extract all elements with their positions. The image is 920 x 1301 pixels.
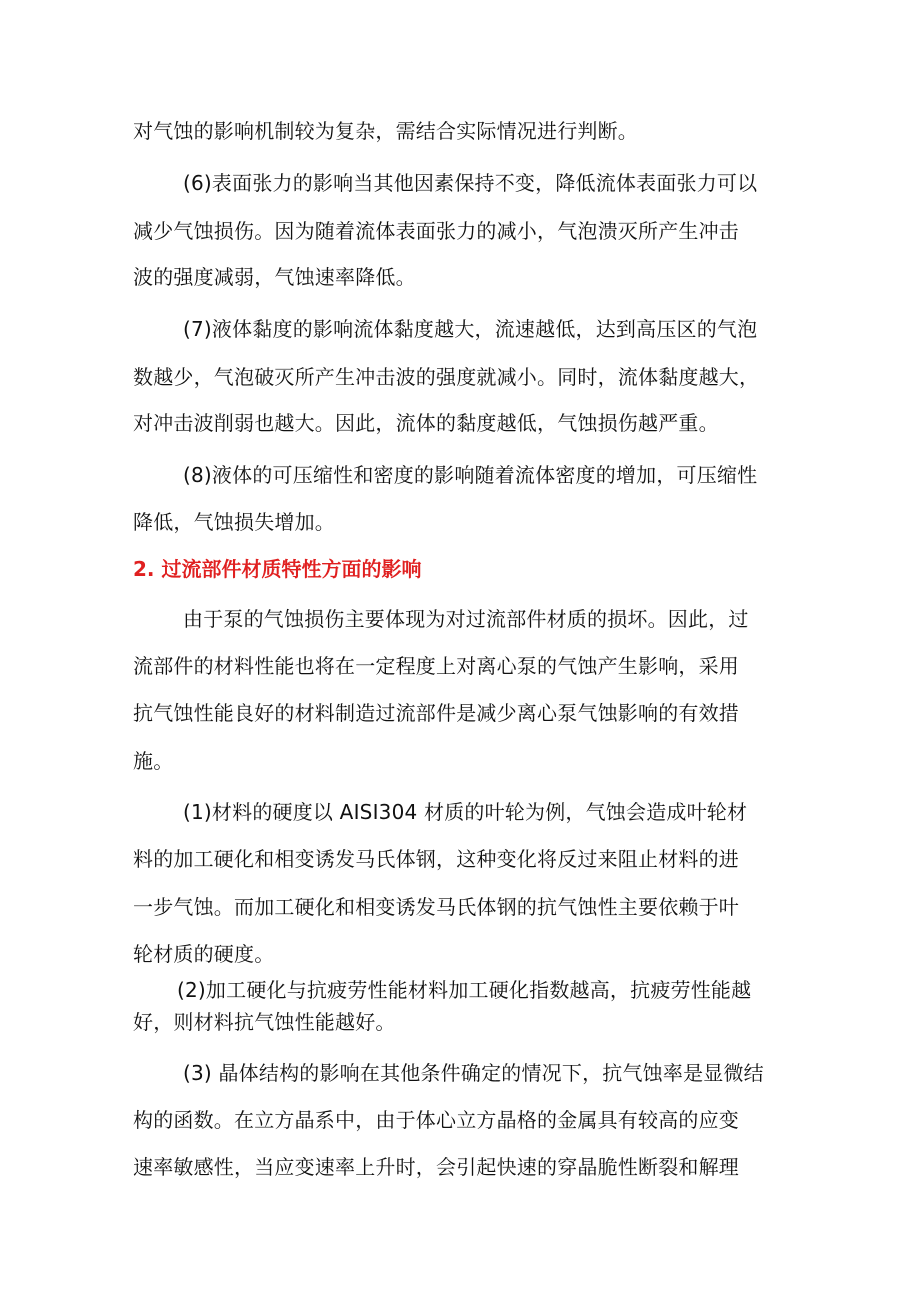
paragraph-line: 对冲击波削弱也越大。因此，流体的黏度越低，气蚀损伤越严重。 (133, 411, 719, 435)
paragraph-line: (8)液体的可压缩性和密度的影响随着流体密度的增加，可压缩性 (183, 463, 758, 487)
paragraph-line: 抗气蚀性能良好的材料制造过流部件是减少离心泵气蚀影响的有效措 (133, 701, 739, 725)
paragraph-line: 一步气蚀。而加工硬化和相变诱发马氏体钢的抗气蚀性主要依赖于叶 (133, 895, 739, 919)
paragraph-line: 料的加工硬化和相变诱发马氏体钢，这种变化将反过来阻止材料的进 (133, 847, 739, 871)
paragraph-line: (7)液体黏度的影响流体黏度越大，流速越低，达到高压区的气泡 (183, 317, 758, 341)
paragraph-line: 流部件的材料性能也将在一定程度上对离心泵的气蚀产生影响，采用 (133, 654, 739, 678)
paragraph-line: 降低，气蚀损失增加。 (133, 510, 335, 534)
paragraph-line: (1)材料的硬度以 AISI304 材质的叶轮为例，气蚀会造成叶轮材 (183, 800, 748, 824)
paragraph-line: 数越少，气泡破灭所产生冲击波的强度就减小。同时，流体黏度越大， (133, 365, 760, 389)
section-heading: 2. 过流部件材质特性方面的影响 (133, 557, 422, 581)
paragraph-line: 速率敏感性，当应变速率上升时，会引起快速的穿晶脆性断裂和解理 (133, 1155, 739, 1179)
paragraph-line: 轮材质的硬度。 (133, 942, 275, 966)
paragraph-line: 由于泵的气蚀损伤主要体现为对过流部件材质的损坏。因此，过 (183, 607, 749, 631)
paragraph-line: 构的函数。在立方晶系中，由于体心立方晶格的金属具有较高的应变 (133, 1108, 739, 1132)
paragraph-line: 波的强度减弱，气蚀速率降低。 (133, 265, 416, 289)
paragraph-line: 好，则材料抗气蚀性能越好。 (133, 1010, 396, 1034)
paragraph-line: 对气蚀的影响机制较为复杂，需结合实际情况进行判断。 (133, 119, 638, 143)
paragraph-line: 施。 (133, 749, 174, 773)
paragraph-line: (3) 晶体结构的影响在其他条件确定的情况下，抗气蚀率是显微结 (183, 1061, 764, 1085)
paragraph-line: (2)加工硬化与抗疲劳性能材料加工硬化指数越高，抗疲劳性能越 (177, 978, 752, 1002)
paragraph-line: 减少气蚀损伤。因为随着流体表面张力的减小，气泡溃灭所产生冲击 (133, 219, 739, 243)
paragraph-line: (6)表面张力的影响当其他因素保持不变，降低流体表面张力可以 (183, 171, 758, 195)
